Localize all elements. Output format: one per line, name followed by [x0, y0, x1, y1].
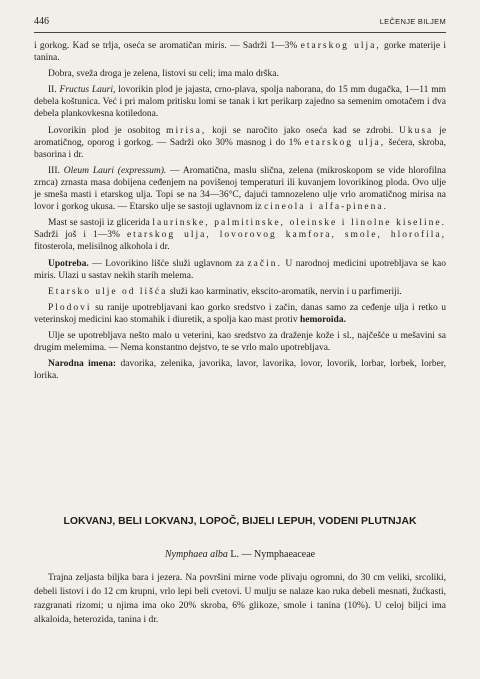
section-heading: LOKVANJ, BELI LOKVANJ, LOPOČ, BIJELI LEPUH, VODENI PLUTNJAK — [63, 516, 417, 527]
page-number: 446 — [34, 16, 49, 27]
page-body — [34, 40, 446, 386]
paragraph: Etarsko ulje od lišća služi kao karminativ, ekscito-aromatik, nervin i u parfimeriji. — [48, 286, 402, 297]
paragraph: Ulje se upotrebljava nešto malo u veterini, kao sredstvo za draženje kože i sl., najčešće u mešavini sa drugim melemima. — Nema konstantno dejstvo, te se vrlo malo upotrebljava. — [34, 330, 446, 354]
section-body — [34, 571, 446, 627]
paragraph: Plodovi su ranije upotrebljavani kao gorko sredstvo i začin, danas samo za ceđenje ulja i retko u veterinskoj medicini kao stomahik i diuretik, a spolja kao mast protiv hemoroida. — [34, 302, 446, 325]
page-header — [34, 16, 446, 33]
paragraph: i gorkog. Kad se trlja, oseća se aromatičan miris. — Sadrži 1—3% etarskog ulja, gorke materije i tanina. — [34, 41, 447, 64]
paragraph: Dobra, sveža droga je zelena, listovi su celi; ima malo drška. — [48, 69, 279, 80]
paragraph: III. Oleum Lauri (expressum). — Aromatična, maslu slična, zelena (mikroskopom se vide hlorofilna zrnca) zrnasta masa dobijena ceđenjem na povišenoj temperaturi ili kuvanjem lovorikinog ploda. Ovo ulje je smeša masti i etarskog ulja. Topi se na 34—36°C, dajući tamnozeleno ulje vrlo aromatičnog mirisa na lovor i gorkog ukusa. — Etarsko ulje se sastoji uglavnom iz cineola i alfa-pinena. — [34, 165, 446, 213]
paragraph: Upotreba. — Lovorikino lišće služi uglavnom za začin. U narodnoj medicini upotrebljava se kao miris. Ulazi u sastav nekih starih melema. — [34, 258, 447, 281]
paragraph: Lovorikin plod je osobitog mirisa, koji se naročito jako oseća kad se zdrobi. Ukusa je aromatičnog, oporog i gorkog. — Sadrži oko 30% masnog i do 1% etarskog ulja, šećera, skroba, basorina i dr. — [34, 125, 447, 160]
paragraph: Narodna imena: davorika, zelenika, javorika, lavor, lavorika, lovor, lovorik, lorbar, lorbek, lorber, lorika. — [34, 359, 446, 382]
paragraph: Mast se sastoji iz glicerida laurinske, palmitinske, oleinske i linolne kiseline. Sadrži još i 1—3% etarskog ulja, lovorovog kamfora, smole, hlorofila, fitosterola, melisilnog alkohola i dr. — [34, 218, 446, 253]
paragraph: II. Fructus Lauri, lovorikin plod je jajasta, crno-plava, spolja naborana, do 15 mm dugačka, 1—11 mm debela koštunica. Već i pri malom pritisku lomi se tanak i krt perikarp zajedno sa semenim omotačem i dva debela plankovkesna kotiledona. — [34, 85, 446, 120]
latin-name: Nymphaea alba L. — Nymphaeaceae — [164, 549, 316, 560]
paragraph: Trajna zeljasta biljka bara i jezera. Na površini mirne vode plivaju ogromni, do 30 cm veliki, srcoliki, debeli listovi i do 12 cm krupni, vrlo lepi beli cvetovi. U mulju se nalaze kao ruka debeli mesnati, žućkasti, razgranati rizomi; u njima ima oko 20% skroba, 6% glikoze, smole i tanina (10%). U celoj biljci ima alkaloida, heterozida, tanina i dr. — [34, 573, 446, 625]
running-title: LEČENJE BILJEM — [379, 17, 446, 26]
